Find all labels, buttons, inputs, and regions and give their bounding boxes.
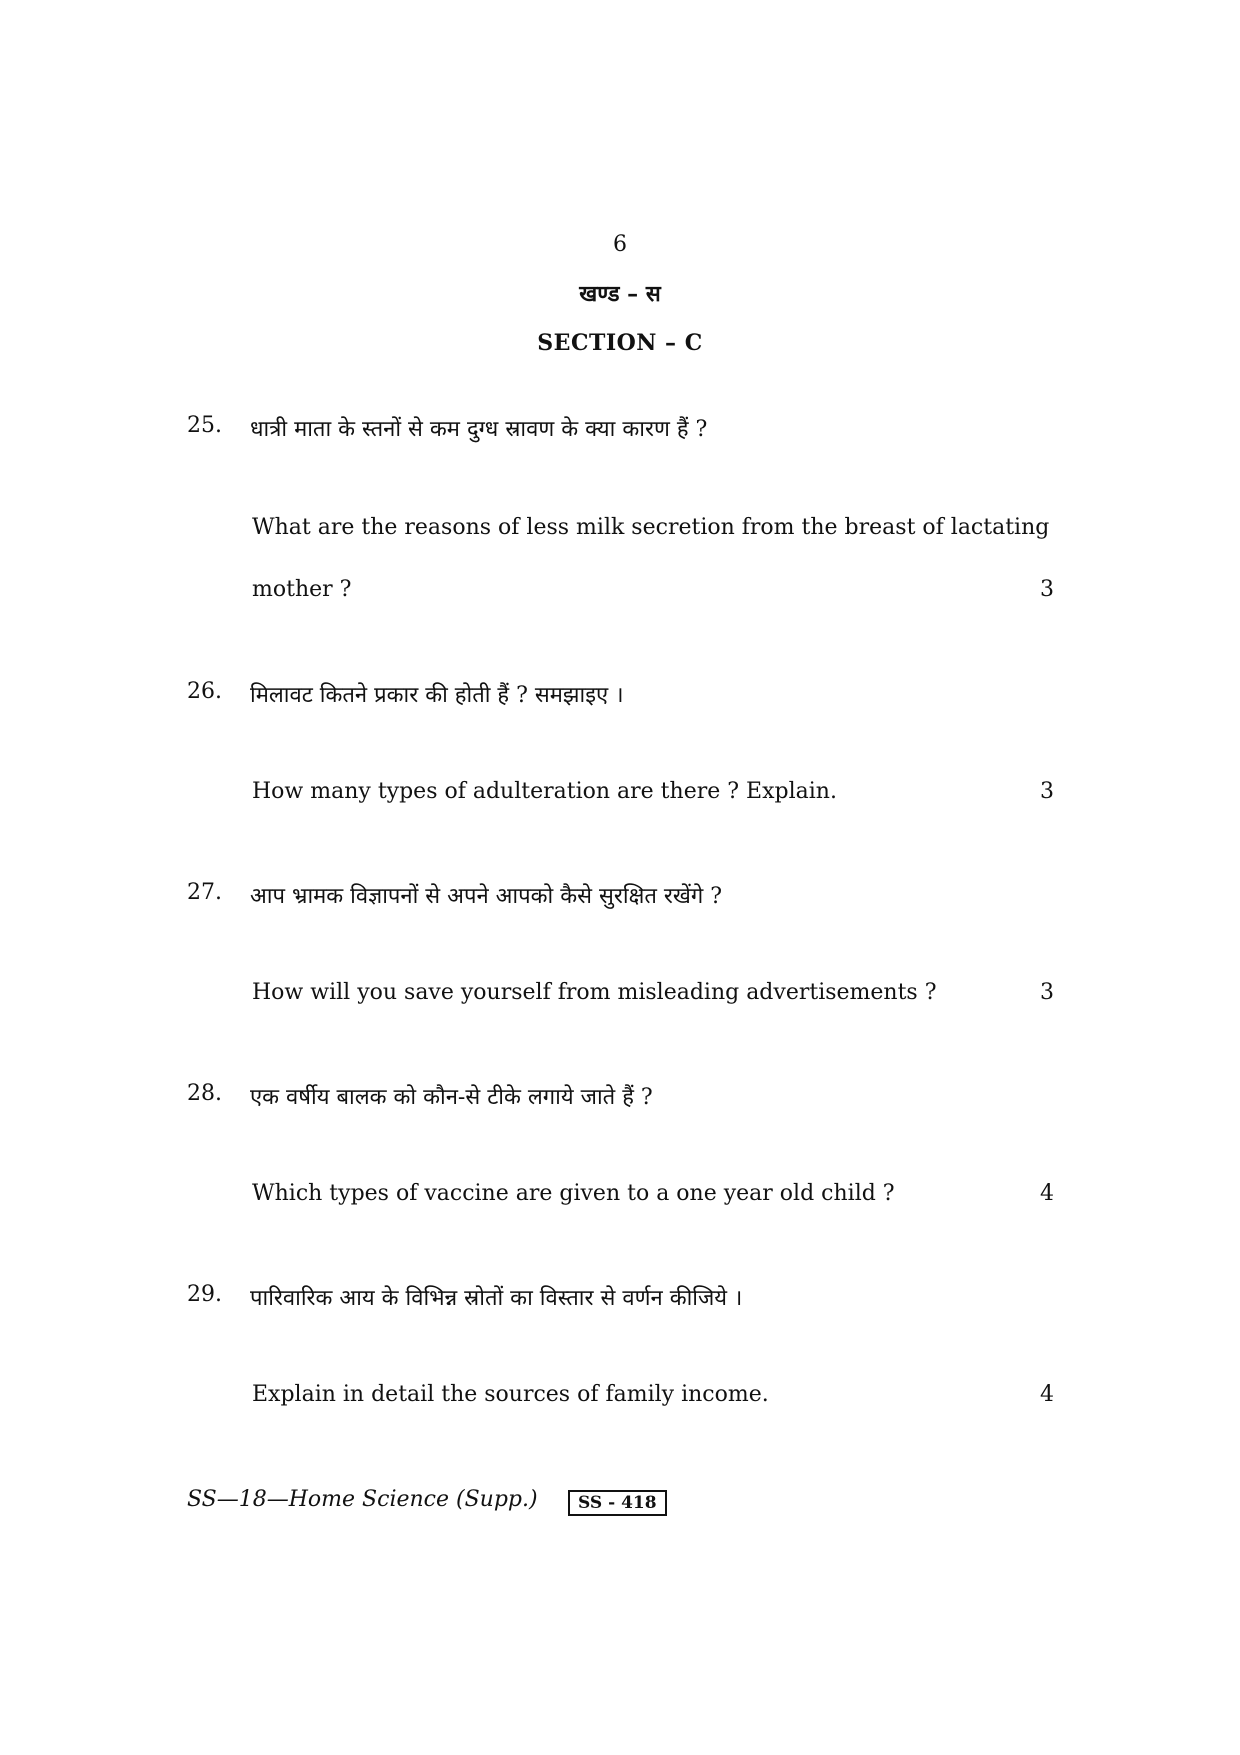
question-hindi-text: पारिवारिक आय के विभिन्न स्रोतों का विस्तार से वर्णन कीजिये । <box>250 1286 743 1311</box>
question-english-text-continued: mother ? <box>252 577 352 602</box>
question-english-text: How many types of adulteration are there ? Explain. <box>252 779 837 804</box>
question-number: 25. <box>187 413 222 438</box>
footer-paper-title: SS—18—Home Science (Supp.) <box>187 1487 538 1512</box>
question-english-text: How will you save yourself from misleading advertisements ? <box>252 980 937 1005</box>
question-marks: 4 <box>1040 1382 1054 1407</box>
question-number: 28. <box>187 1081 222 1106</box>
question-hindi-text: एक वर्षीय बालक को कौन-से टीके लगाये जाते हैं ? <box>250 1085 653 1110</box>
question-marks: 3 <box>1040 779 1054 804</box>
question-english-text: Which types of vaccine are given to a one year old child ? <box>252 1181 895 1206</box>
question-marks: 3 <box>1040 577 1054 602</box>
question-hindi-text: धात्री माता के स्तनों से कम दुग्ध स्रावण के क्या कारण हैं ? <box>250 417 708 442</box>
question-number: 26. <box>187 679 222 704</box>
page-number: 6 <box>613 232 627 257</box>
question-hindi-text: आप भ्रामक विज्ञापनों से अपने आपको कैसे सुरक्षित रखेंगे ? <box>250 884 723 909</box>
question-hindi-text: मिलावट कितने प्रकार की होती हैं ? समझाइए । <box>250 683 624 708</box>
question-english-text: What are the reasons of less milk secretion from the breast of lactating <box>252 515 1050 540</box>
question-marks: 4 <box>1040 1181 1054 1206</box>
question-english-text: Explain in detail the sources of family income. <box>252 1382 769 1407</box>
question-number: 27. <box>187 880 222 905</box>
section-title-english: SECTION – C <box>537 330 703 356</box>
section-title-hindi: खण्ड – स <box>579 281 661 307</box>
question-marks: 3 <box>1040 980 1054 1005</box>
footer-paper-code: SS - 418 <box>568 1490 667 1516</box>
question-number: 29. <box>187 1282 222 1307</box>
